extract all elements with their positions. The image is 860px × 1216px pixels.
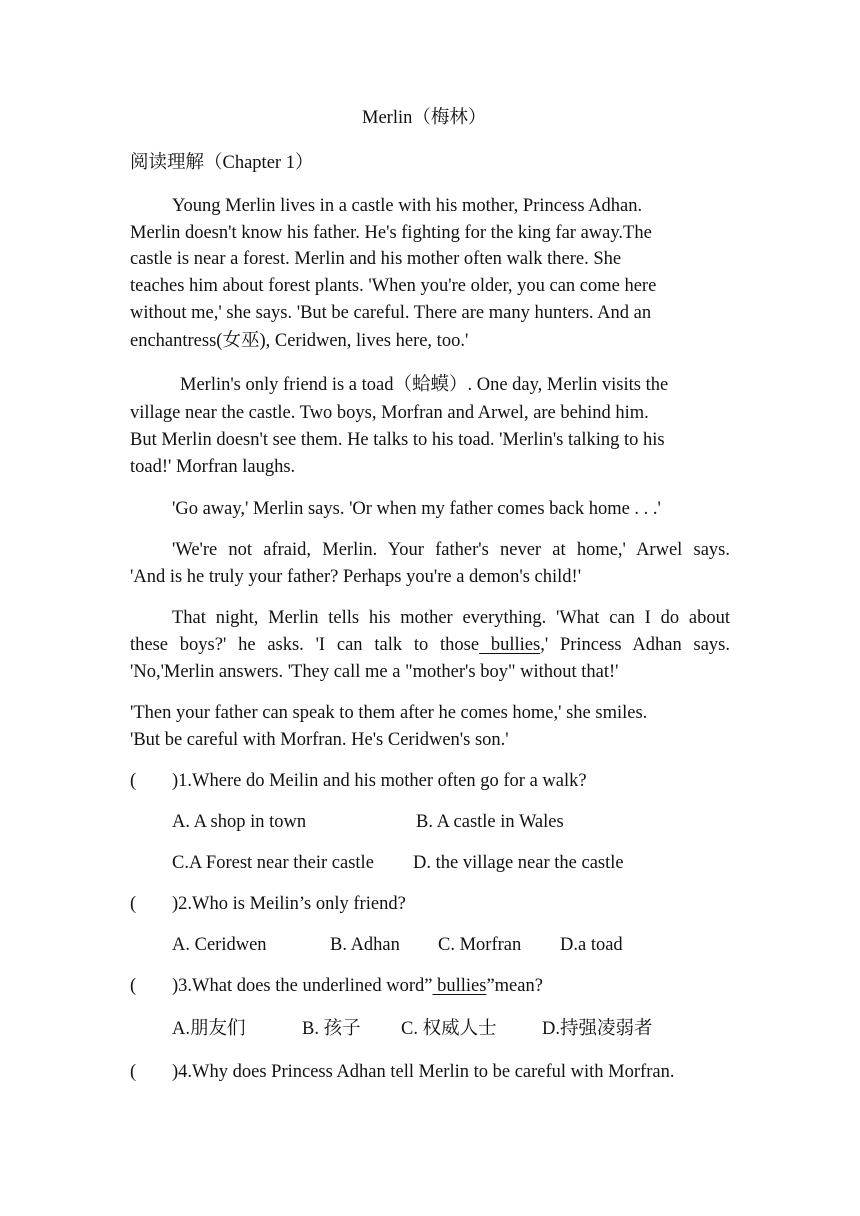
answer-blank[interactable]: ( [130, 894, 137, 914]
paragraph-6-line-1: 'Then your father can speak to them after he comes home,' she smiles. [130, 703, 648, 723]
q2-option-b: B. Adhan [330, 935, 400, 955]
question-text: )3.What does the underlined word” [172, 976, 433, 996]
question-3 [130, 973, 543, 1000]
paragraph-5-text: these boys?' he asks. 'I can talk to those [130, 635, 480, 655]
answer-blank[interactable]: ( [130, 1062, 137, 1082]
page-title: Merlin（梅林） [362, 108, 487, 128]
underlined-word-bullies: bullies [479, 635, 541, 655]
paragraph-1-line-2: Merlin doesn't know his father. He's fighting for the king far away.The [130, 223, 652, 243]
paragraph-6-line-2: 'But be careful with Morfran. He's Ceridwen's son.' [130, 730, 509, 750]
q2-option-a: A. Ceridwen [172, 935, 267, 955]
paragraph-4-line-2: 'And is he truly your father? Perhaps you're a demon's child!' [130, 567, 582, 587]
question-2 [130, 891, 406, 918]
q1-option-c: C.A Forest near their castle [172, 853, 374, 873]
q1-option-b: B. A castle in Wales [416, 812, 564, 832]
paragraph-1-line-6: enchantress(女巫), Ceridwen, lives here, too.' [130, 331, 469, 351]
answer-blank[interactable]: ( [130, 771, 137, 791]
paragraph-2-line-1: Merlin's only friend is a toad（蛤蟆）. One day, Merlin visits the [180, 375, 669, 395]
question-text: )1.Where do Meilin and his mother often go for a walk? [172, 771, 587, 791]
section-heading: 阅读理解（Chapter 1） [130, 153, 314, 173]
paragraph-4-line-1: 'We're not afraid, Merlin. Your father's never at home,' Arwel says. [172, 540, 730, 560]
paragraph-5-line-2 [130, 632, 730, 659]
underlined-word-bullies: bullies [432, 976, 487, 996]
q3-option-a: A.朋友们 [172, 1019, 246, 1039]
q3-option-c: C. 权威人士 [401, 1019, 497, 1039]
q2-option-c: C. Morfran [438, 935, 522, 955]
question-text: )4.Why does Princess Adhan tell Merlin to be careful with Morfran. [172, 1062, 675, 1082]
question-1 [130, 768, 587, 795]
paragraph-5-line-1: That night, Merlin tells his mother everything. 'What can I do about [172, 608, 730, 628]
paragraph-5-line-3: 'No,'Merlin answers. 'They call me a "mother's boy" without that!' [130, 662, 619, 682]
q2-option-d: D.a toad [560, 935, 623, 955]
paragraph-1-line-1: Young Merlin lives in a castle with his mother, Princess Adhan. [172, 196, 643, 216]
q3-option-b: B. 孩子 [302, 1019, 361, 1039]
paragraph-2-line-2: village near the castle. Two boys, Morfran and Arwel, are behind him. [130, 403, 649, 423]
paragraph-1-line-3: castle is near a forest. Merlin and his mother often walk there. She [130, 249, 622, 269]
question-4 [130, 1059, 674, 1086]
paragraph-5-text: ,' Princess Adhan says. [540, 635, 730, 655]
q1-option-d: D. the village near the castle [413, 853, 624, 873]
paragraph-1-line-5: without me,' she says. 'But be careful. There are many hunters. And an [130, 303, 652, 323]
paragraph-1-line-4: teaches him about forest plants. 'When you're older, you can come here [130, 276, 657, 296]
paragraph-3: 'Go away,' Merlin says. 'Or when my father comes back home . . .' [172, 499, 661, 519]
paragraph-2-line-4: toad!' Morfran laughs. [130, 457, 296, 477]
answer-blank[interactable]: ( [130, 976, 137, 996]
question-text: ”mean? [486, 976, 543, 996]
paragraph-2-line-3: But Merlin doesn't see them. He talks to his toad. 'Merlin's talking to his [130, 430, 665, 450]
q3-option-d: D.持强凌弱者 [542, 1019, 653, 1039]
q1-option-a: A. A shop in town [172, 812, 307, 832]
question-text: )2.Who is Meilin’s only friend? [172, 894, 406, 914]
